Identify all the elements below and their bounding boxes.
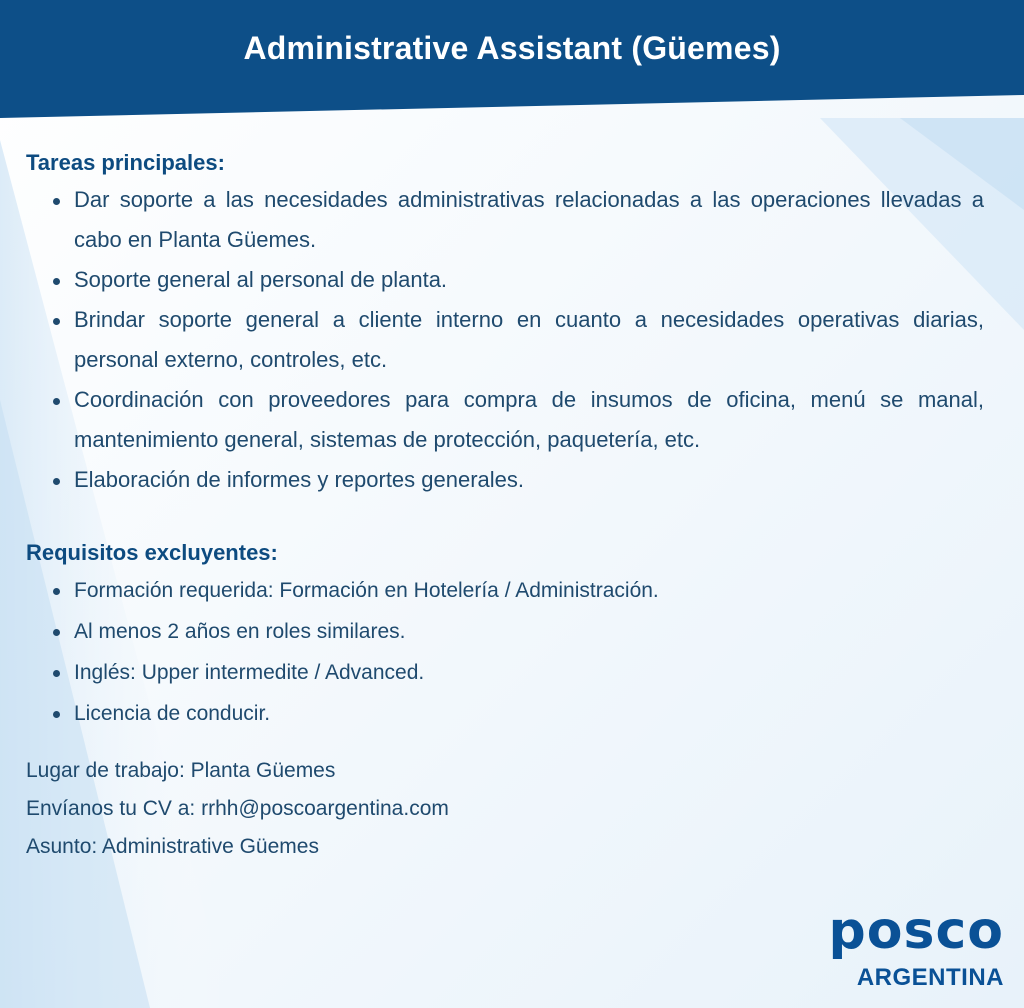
contact-info [26, 752, 986, 866]
list-item: Al menos 2 años en roles similares. [26, 611, 986, 652]
work-location: Lugar de trabajo: Planta Güemes [26, 759, 336, 782]
posco-logo [828, 901, 1004, 992]
job-posting-body [26, 150, 986, 866]
email-subject: Asunto: Administrative Güemes [26, 835, 319, 858]
list-item: Brindar soporte general a cliente interno en cuanto a necesidades operativas diarias, personal externo, controles, etc. [26, 300, 986, 380]
send-cv-email: Envíanos tu CV a: rrhh@poscoargentina.com [26, 797, 449, 820]
page-title: Administrative Assistant (Güemes) [243, 30, 781, 66]
requirements-heading: Requisitos excluyentes: [26, 540, 278, 565]
list-item: Inglés: Upper intermedite / Advanced. [26, 652, 986, 693]
header [0, 0, 1024, 118]
list-item: Soporte general al personal de planta. [26, 260, 986, 300]
logo-country: ARGENTINA [856, 964, 1004, 991]
requirements-list [26, 570, 986, 734]
tasks-heading: Tareas principales: [26, 150, 225, 175]
list-item: Coordinación con proveedores para compra de insumos de oficina, menú se manal, mantenimiento general, sistemas de protección, paquetería, etc. [26, 380, 986, 460]
list-item: Dar soporte a las necesidades administrativas relacionadas a las operaciones llevadas a cabo en Planta Güemes. [26, 180, 986, 260]
tasks-list [26, 180, 986, 500]
list-item: Elaboración de informes y reportes generales. [26, 460, 986, 500]
list-item: Licencia de conducir. [26, 693, 986, 734]
list-item: Formación requerida: Formación en Hotelería / Administración. [26, 570, 986, 611]
logo-brand: posco [828, 901, 1004, 961]
